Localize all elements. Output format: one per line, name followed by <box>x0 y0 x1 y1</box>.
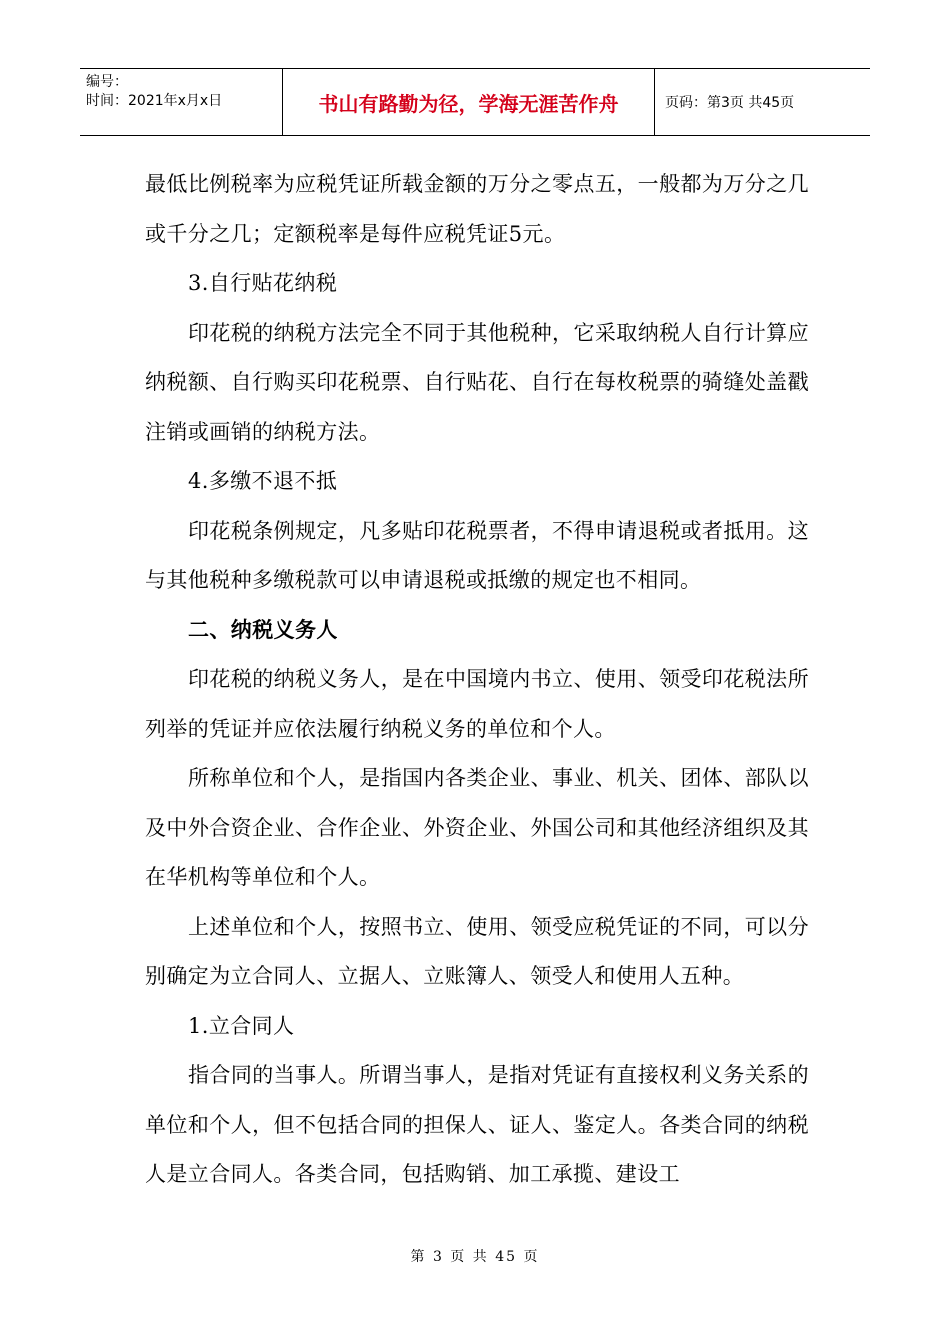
paragraph: 印花税的纳税义务人，是在中国境内书立、使用、领受印花税法所列举的凭证并应依法履行纳税义务的单位和个人。 <box>145 667 809 741</box>
page-header <box>80 68 870 136</box>
section-subheading: 4.多缴不退不抵 <box>188 469 338 493</box>
section-subheading: 3.自行贴花纳税 <box>188 271 338 295</box>
document-number: 编号： <box>86 74 128 90</box>
paragraph: 指合同的当事人。所谓当事人，是指对凭证有直接权利义务关系的单位和个人，但不包括合同的担保人、证人、鉴定人。各类合同的纳税人是立合同人。各类合同，包括购销、加工承揽、建设工 <box>145 1063 809 1186</box>
section-heading: 二、纳税义务人 <box>188 617 338 642</box>
paragraph: 上述单位和个人，按照书立、使用、领受应税凭证的不同，可以分别确定为立合同人、立据人、立账簿人、领受人和使用人五种。 <box>145 914 809 988</box>
header-page-info: 页码：第3页 共45页 <box>665 95 795 111</box>
paragraph: 印花税的纳税方法完全不同于其他税种，它采取纳税人自行计算应纳税额、自行购买印花税票、自行贴花、自行在每枚税票的骑缝处盖戳注销或画销的纳税方法。 <box>145 320 809 444</box>
page-footer: 第 3 页 共 45 页 <box>410 1249 540 1265</box>
header-motto: 书山有路勤为径，学海无涯苦作舟 <box>283 69 655 135</box>
header-meta <box>80 69 283 135</box>
document-time: 时间：2021年x月x日 <box>86 93 223 109</box>
paragraph: 最低比例税率为应税凭证所载金额的万分之零点五，一般都为万分之几或千分之几；定额税率是每件应税凭证5元。 <box>145 172 809 246</box>
section-subheading: 1.立合同人 <box>188 1013 295 1038</box>
paragraph: 印花税条例规定，凡多贴印花税票者，不得申请退税或者抵用。这与其他税种多缴税款可以申请退税或抵缴的规定也不相同。 <box>145 518 809 592</box>
paragraph: 所称单位和个人，是指国内各类企业、事业、机关、团体、部队以及中外合资企业、合作企业、外资企业、外国公司和其他经济组织及其在华机构等单位和个人。 <box>145 766 809 889</box>
document-body <box>145 160 809 1200</box>
